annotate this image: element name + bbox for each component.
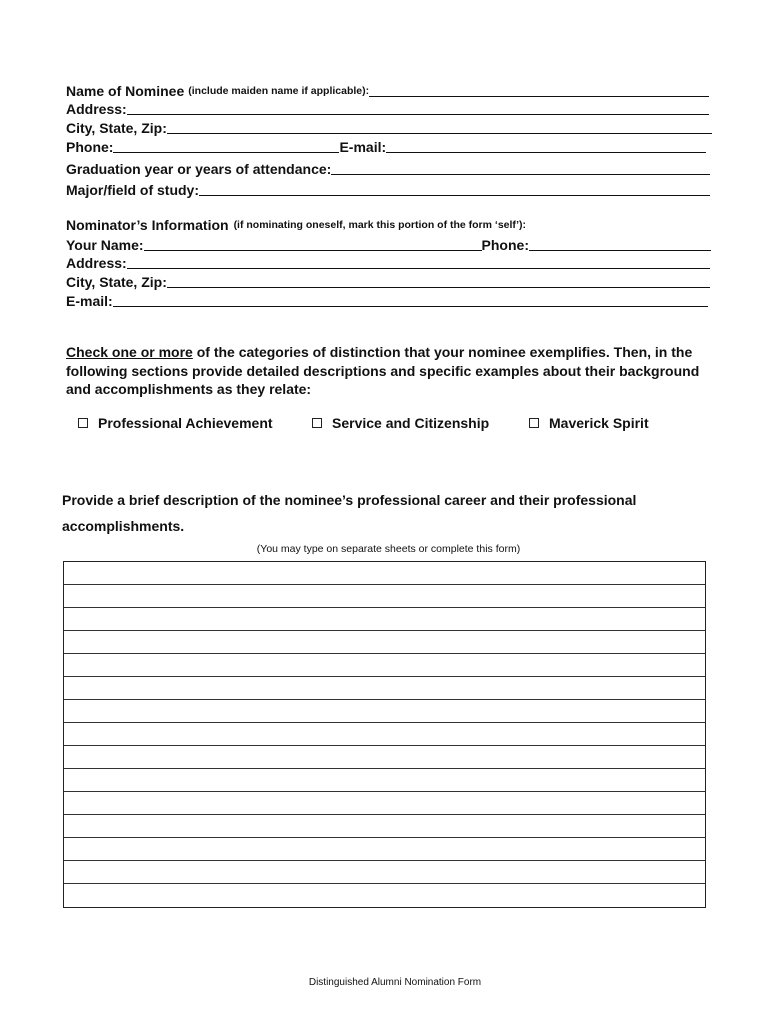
checkbox-icon[interactable] [312, 418, 322, 428]
description-line-row[interactable] [64, 815, 705, 838]
nominator-name-field[interactable] [144, 236, 482, 251]
nominee-email-label: E-mail: [339, 139, 387, 155]
nominee-address-row [66, 100, 709, 117]
description-line-row[interactable] [64, 700, 705, 723]
option-maverick-spirit[interactable] [529, 415, 649, 431]
nominator-name-phone-row [66, 236, 711, 253]
description-note: (You may type on separate sheets or complete this form) [256, 543, 521, 555]
nominee-grad-row [66, 160, 710, 177]
description-line-row[interactable] [64, 861, 705, 884]
option-service-citizenship[interactable] [312, 415, 489, 431]
nominator-phone-field[interactable] [529, 236, 711, 251]
nominee-address-field[interactable] [127, 100, 709, 115]
description-line-row[interactable] [64, 792, 705, 815]
description-line-row[interactable] [64, 677, 705, 700]
option-professional-achievement[interactable] [78, 415, 273, 431]
description-line-row[interactable] [64, 746, 705, 769]
option-label: Maverick Spirit [549, 415, 649, 431]
nominator-email-label: E-mail: [66, 293, 113, 309]
description-prompt-line2: accomplishments. [62, 518, 185, 534]
nominee-phone-label: Phone: [66, 139, 114, 155]
nominator-email-row [66, 292, 708, 309]
description-line-row[interactable] [64, 608, 705, 631]
nominee-address-label: Address: [66, 101, 127, 117]
nominee-major-row [66, 181, 710, 198]
description-line-row[interactable] [64, 631, 705, 654]
nominator-address-field[interactable] [127, 254, 710, 269]
nominee-name-note: (include maiden name if applicable): [188, 85, 370, 97]
description-lines-table[interactable] [63, 561, 706, 908]
description-line-row[interactable] [64, 654, 705, 677]
nominee-name-row [66, 82, 709, 99]
nominator-phone-label: Phone: [481, 237, 529, 253]
nominee-grad-field[interactable] [331, 160, 710, 175]
description-line-row[interactable] [64, 838, 705, 861]
nominator-email-field[interactable] [113, 292, 708, 307]
nominee-city-row [66, 119, 712, 136]
nominator-city-label: City, State, Zip: [66, 274, 167, 290]
nominee-major-field[interactable] [199, 181, 710, 196]
nominee-major-label: Major/field of study: [66, 182, 199, 198]
description-line-row[interactable] [64, 585, 705, 608]
option-label: Professional Achievement [98, 415, 273, 431]
description-prompt-line1: Provide a brief description of the nominee’s professional career and their professional [62, 492, 637, 508]
description-line-row[interactable] [64, 884, 705, 907]
nominator-address-row [66, 254, 710, 271]
nominator-city-row [66, 273, 710, 290]
nominee-city-field[interactable] [167, 119, 712, 134]
checkbox-icon[interactable] [78, 418, 88, 428]
nominator-city-field[interactable] [167, 273, 710, 288]
option-label: Service and Citizenship [332, 415, 490, 431]
nominator-heading: Nominator’s Information [66, 217, 229, 233]
instruction-underlined: Check one or more [66, 344, 193, 360]
description-line-row[interactable] [64, 562, 705, 585]
nominee-phone-email-row [66, 138, 706, 155]
nominee-city-label: City, State, Zip: [66, 120, 167, 136]
description-line-row[interactable] [64, 723, 705, 746]
nominee-phone-field[interactable] [113, 138, 339, 153]
nominator-address-label: Address: [66, 255, 127, 271]
page-footer: Distinguished Alumni Nomination Form [308, 977, 482, 988]
categories-instruction [66, 343, 706, 399]
description-line-row[interactable] [64, 769, 705, 792]
nominator-heading-row [66, 217, 706, 233]
nominator-note: (if nominating oneself, mark this portion of the form ‘self’): [233, 219, 527, 231]
instruction-rest: of the categories of distinction that your nominee exemplifies. Then, in the following sections provide detailed descriptions and specific examples about their background and accomplishments as they relate: [66, 344, 700, 397]
nominator-name-label: Your Name: [66, 237, 144, 253]
nominee-name-label: Name of Nominee [66, 83, 185, 99]
nominee-name-field[interactable] [369, 82, 709, 97]
nominee-email-field[interactable] [386, 138, 706, 153]
nominee-grad-label: Graduation year or years of attendance: [66, 161, 332, 177]
checkbox-icon[interactable] [529, 418, 539, 428]
